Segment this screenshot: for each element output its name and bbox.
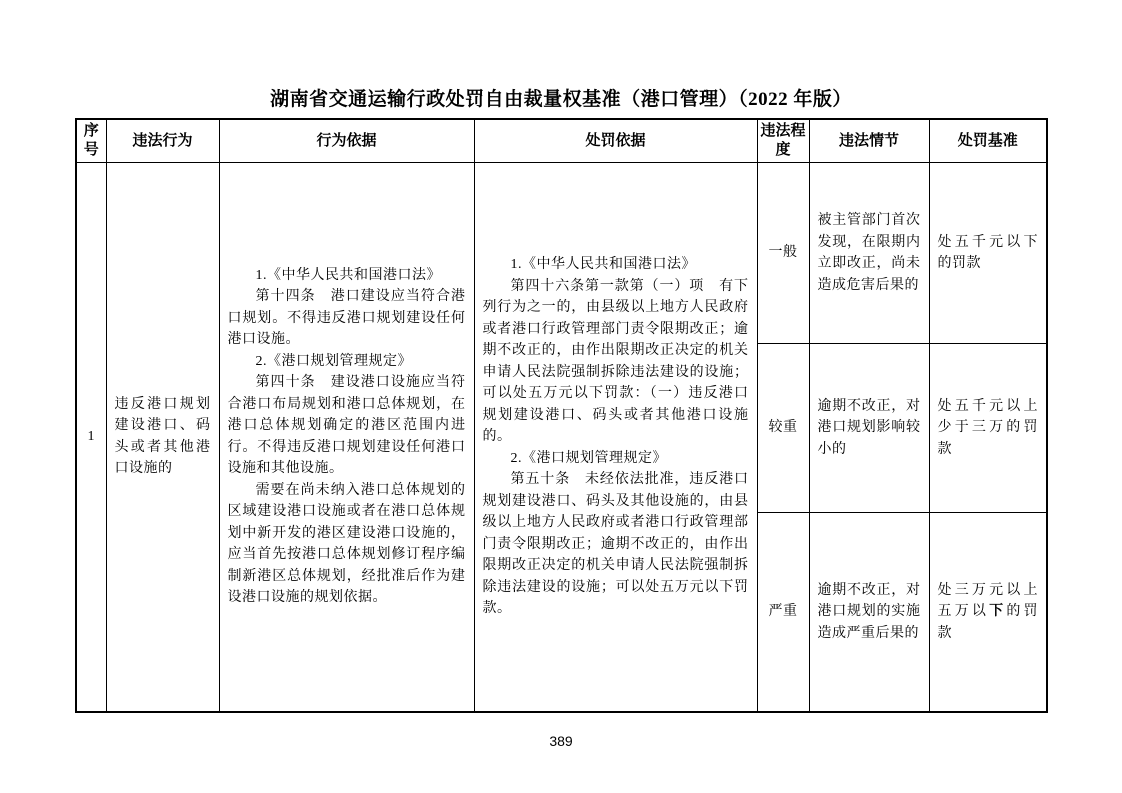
circumstance-cell-general: 被主管部门首次发现，在限期内立即改正，尚未造成危害后果的 (809, 163, 929, 344)
degree-cell-moderate: 较重 (757, 344, 809, 513)
behavior-basis-cell (219, 163, 474, 712)
header-circumstance: 违法情节 (809, 119, 929, 163)
behavior-basis-paragraph: 2.《港口规划管理规定》 (255, 353, 412, 369)
circumstance-cell-moderate: 逾期不改正，对港口规划影响较小的 (809, 344, 929, 513)
behavior-basis-paragraph: 第四十条 建设港口设施应当符合港口布局规划和港口总体规划，在港口总体规划确定的港区范围内进行。不得违反港口规划建设任何港口设施和其他设施。 (227, 375, 466, 477)
header-behavior-basis: 行为依据 (219, 119, 474, 163)
behavior-basis-paragraph: 1.《中华人民共和国港口法》 (255, 267, 441, 283)
standard-cell-general: 处五千元以下的罚款 (929, 163, 1047, 344)
behavior-basis-paragraph: 需要在尚未纳入港口总体规划的区域建设港口设施或者在港口总体规划中新开发的港区建设港口设施的，应当首先按港口总体规划修订程序编制新港区总体规划，经批准后作为建设港口设施的规划依据。 (227, 482, 466, 606)
degree-cell-severe: 严重 (757, 513, 809, 712)
standard-cell-severe (929, 513, 1047, 712)
standard-text-pre: 处三万元以上五万以 (937, 582, 1038, 619)
table-row-level-general (76, 163, 1047, 344)
penalty-basis-paragraph: 第四十六条第一款第（一）项 有下列行为之一的，由县级以上地方人民政府或者港口行政管理部门责令限期改正；逾期不改正的，由作出限期改正决定的机关申请人民法院强制拆除违法建设的设施；可以处五万元以下罚款：（一）违反港口规划建设港口、码头或者其他港口设施的。 (482, 278, 749, 444)
standard-cell-moderate: 处五千元以上少于三万的罚款 (929, 344, 1047, 513)
penalty-basis-paragraph: 第五十条 未经依法批准，违反港口规划建设港口、码头及其他设施的，由县级以上地方人民政府或者港口行政管理部门责令限期改正；逾期不改正的，由作出限期改正决定的机关申请人民法院强制拆除违法建设的设施；可以处五万元以下罚款。 (482, 472, 749, 616)
page-title: 湖南省交通运输行政处罚自由裁量权基准（港口管理）（2022 年版） (270, 89, 852, 110)
header-violation: 违法行为 (106, 119, 219, 163)
header-index: 序号 (76, 119, 106, 163)
standard-text-post: 的罚款 (937, 604, 1039, 641)
penalty-basis-paragraph: 2.《港口规划管理规定》 (510, 450, 667, 466)
header-degree: 违法程度 (757, 119, 809, 163)
standard-text-bold: 下 (989, 604, 1007, 619)
penalty-standards-table (75, 118, 1048, 713)
penalty-basis-cell (474, 163, 757, 712)
header-standard: 处罚基准 (929, 119, 1047, 163)
behavior-basis-paragraph: 第十四条 港口建设应当符合港口规划。不得违反港口规划建设任何港口设施。 (227, 289, 466, 348)
circumstance-cell-severe: 逾期不改正，对港口规划的实施造成严重后果的 (809, 513, 929, 712)
degree-cell-general: 一般 (757, 163, 809, 344)
page-number: 389 (549, 733, 573, 749)
penalty-basis-paragraph: 1.《中华人民共和国港口法》 (510, 257, 696, 272)
header-penalty-basis: 处罚依据 (474, 119, 757, 163)
table-header-row (76, 119, 1047, 163)
row-index-cell: 1 (76, 163, 106, 712)
violation-cell: 违反港口规划建设港口、码头或者其他港口设施的 (106, 163, 219, 712)
